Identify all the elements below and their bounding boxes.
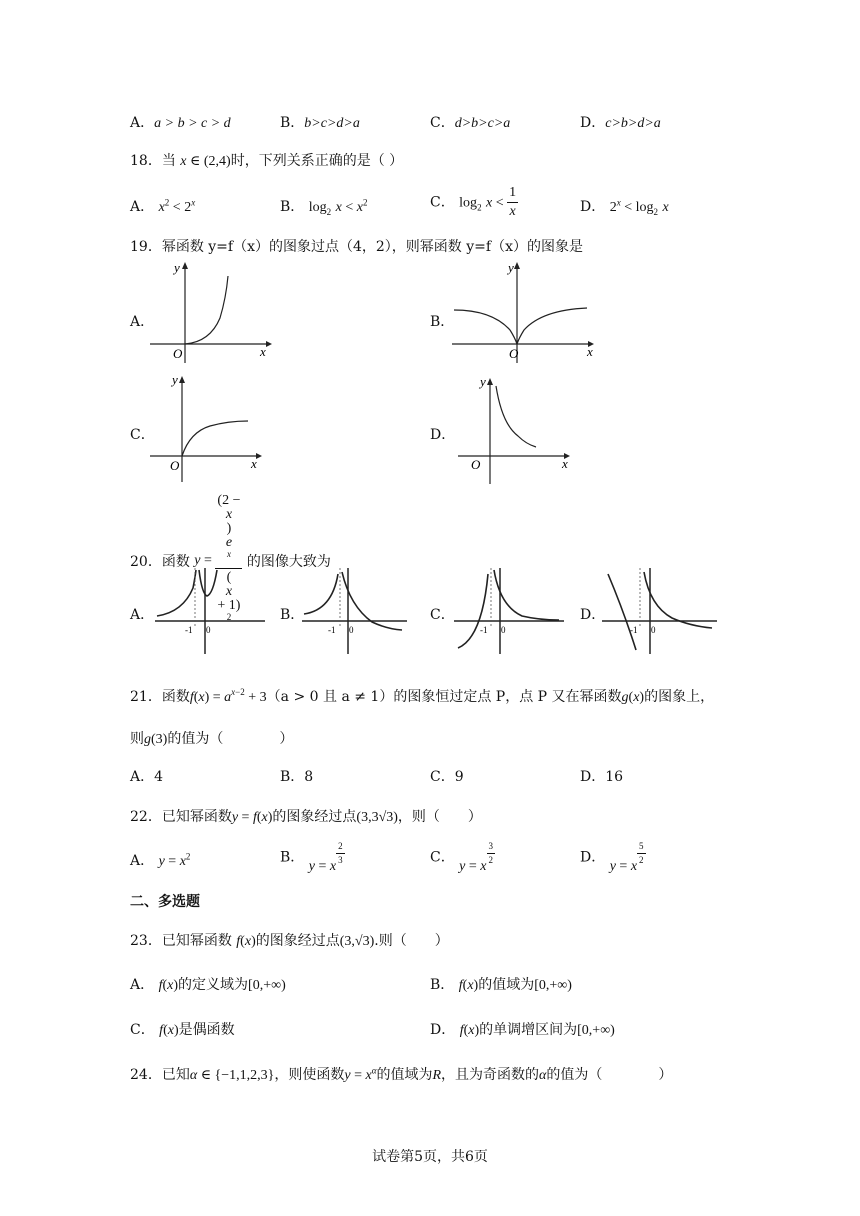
svg-text:-1: -1 bbox=[328, 625, 336, 635]
svg-text:0: 0 bbox=[206, 625, 211, 635]
q19-graph-c bbox=[150, 370, 270, 482]
q18-stem: 18．当 x ∈ (2,4)时，下列关系正确的是（ ） bbox=[130, 153, 404, 169]
q17-option-d: D．c>b>d>a bbox=[580, 115, 661, 131]
svg-text:-1: -1 bbox=[630, 625, 638, 635]
q18-option-d: D． $2^x < \log_2 x$ bbox=[580, 197, 669, 217]
svg-text:-1: -1 bbox=[480, 625, 488, 635]
q20-stem: 20．函数 y = (2 − x ) e $^x$ ( x + 1) $^2$ 的图像大致为 bbox=[130, 493, 331, 622]
y-axis-label: y bbox=[174, 260, 180, 275]
y-axis-label: y bbox=[172, 372, 178, 387]
origin-label: O bbox=[471, 457, 481, 472]
q19-option-d-label: D． bbox=[430, 427, 456, 443]
q19-graph-d bbox=[458, 372, 578, 484]
q19-option-a-label: A． bbox=[130, 314, 155, 330]
q19-option-b-label: B． bbox=[430, 314, 455, 330]
q20-option-b-label: B． bbox=[280, 607, 305, 623]
q17-option-b: B．b>c>d>a bbox=[280, 115, 360, 131]
q19-graph-a bbox=[150, 258, 280, 363]
svg-text:-1: -1 bbox=[185, 625, 193, 635]
q21-stem-line1: 21．函数$f(x) = a^{x-2} + 3(a > 0$ 且 a ≠ 1）的图象恒过定点 P，点 P 又在幂函数g(x)的图象上， bbox=[130, 687, 715, 705]
q20-graph-c bbox=[454, 566, 569, 656]
q20-option-a-label: A． bbox=[130, 607, 155, 623]
q21-stem-line2: 则g(3)的值为（ ） bbox=[130, 731, 294, 747]
q18-option-a: A． $x^2 < 2^x$ bbox=[130, 197, 196, 215]
q22-option-c: C． y = x $\frac{3}{2}$ bbox=[430, 841, 494, 874]
x-axis-label: x bbox=[251, 456, 257, 471]
x-axis-label: x bbox=[587, 344, 593, 359]
svg-text:0: 0 bbox=[651, 625, 656, 635]
q21-option-c: C．9 bbox=[430, 769, 464, 785]
q20-graph-b bbox=[302, 566, 412, 656]
q24-stem: 24．已知α ∈ {−1,1,2,3}，则使函数$y = x^\alpha$的值域为R，且为奇函数的α的值为（ ） bbox=[130, 1065, 673, 1083]
page-footer: 试卷第5页，共6页 bbox=[372, 1149, 488, 1165]
q23-stem: 23．已知幂函数 f(x)的图象经过点(3,√3).则（ ） bbox=[130, 933, 449, 949]
q20-graph-a bbox=[155, 566, 270, 656]
q23-option-c: C． f(x)是偶函数 bbox=[130, 1022, 235, 1038]
origin-label: O bbox=[509, 346, 519, 361]
q20-option-c-label: C． bbox=[430, 607, 455, 623]
section-heading: 二、多选题 bbox=[130, 894, 200, 910]
q21-option-a: A．4 bbox=[130, 769, 164, 785]
q18-option-b: B． $\log_2 x < x^2$ bbox=[280, 197, 368, 217]
q22-option-b: B． y = x $\frac{2}{3}$ bbox=[280, 841, 343, 874]
q20-graph-d bbox=[602, 566, 722, 656]
q19-stem: 19．幂函数 y=f（x）的图象过点（4，2），则幂函数 y=f（x）的图象是 bbox=[130, 239, 583, 255]
q23-option-b: B． f(x)的值域为[0,+∞) bbox=[430, 977, 572, 993]
q17-option-c: C．d>b>c>a bbox=[430, 115, 511, 131]
q22-option-d: D． y = x $\frac{5}{2}$ bbox=[580, 841, 644, 874]
svg-text:0: 0 bbox=[501, 625, 506, 635]
x-axis-label: x bbox=[562, 456, 568, 471]
q20-option-d-label: D． bbox=[580, 607, 606, 623]
origin-label: O bbox=[173, 346, 183, 361]
q18-option-c: C． $\log_2 x$ < $\frac{1}{x}$ bbox=[430, 185, 517, 219]
svg-text:0: 0 bbox=[349, 625, 354, 635]
q19-graph-b bbox=[452, 258, 602, 363]
y-axis-label: y bbox=[480, 374, 486, 389]
q19-option-c-label: C． bbox=[130, 427, 155, 443]
q22-stem: 22．已知幂函数y = f(x)的图象经过点(3,3√3)，则（ ） bbox=[130, 809, 482, 825]
q22-option-a: A． $y = x^2$ bbox=[130, 851, 191, 869]
q17-option-a: A．a > b > c > d bbox=[130, 115, 231, 131]
q23-option-a: A． f(x)的定义域为[0,+∞) bbox=[130, 977, 286, 993]
origin-label: O bbox=[170, 458, 180, 473]
q23-option-d: D． f(x)的单调增区间为[0,+∞) bbox=[430, 1022, 615, 1038]
x-axis-label: x bbox=[260, 344, 266, 359]
q21-option-b: B．8 bbox=[280, 769, 314, 785]
y-axis-label: y bbox=[508, 260, 514, 275]
q21-option-d: D．16 bbox=[580, 769, 624, 785]
